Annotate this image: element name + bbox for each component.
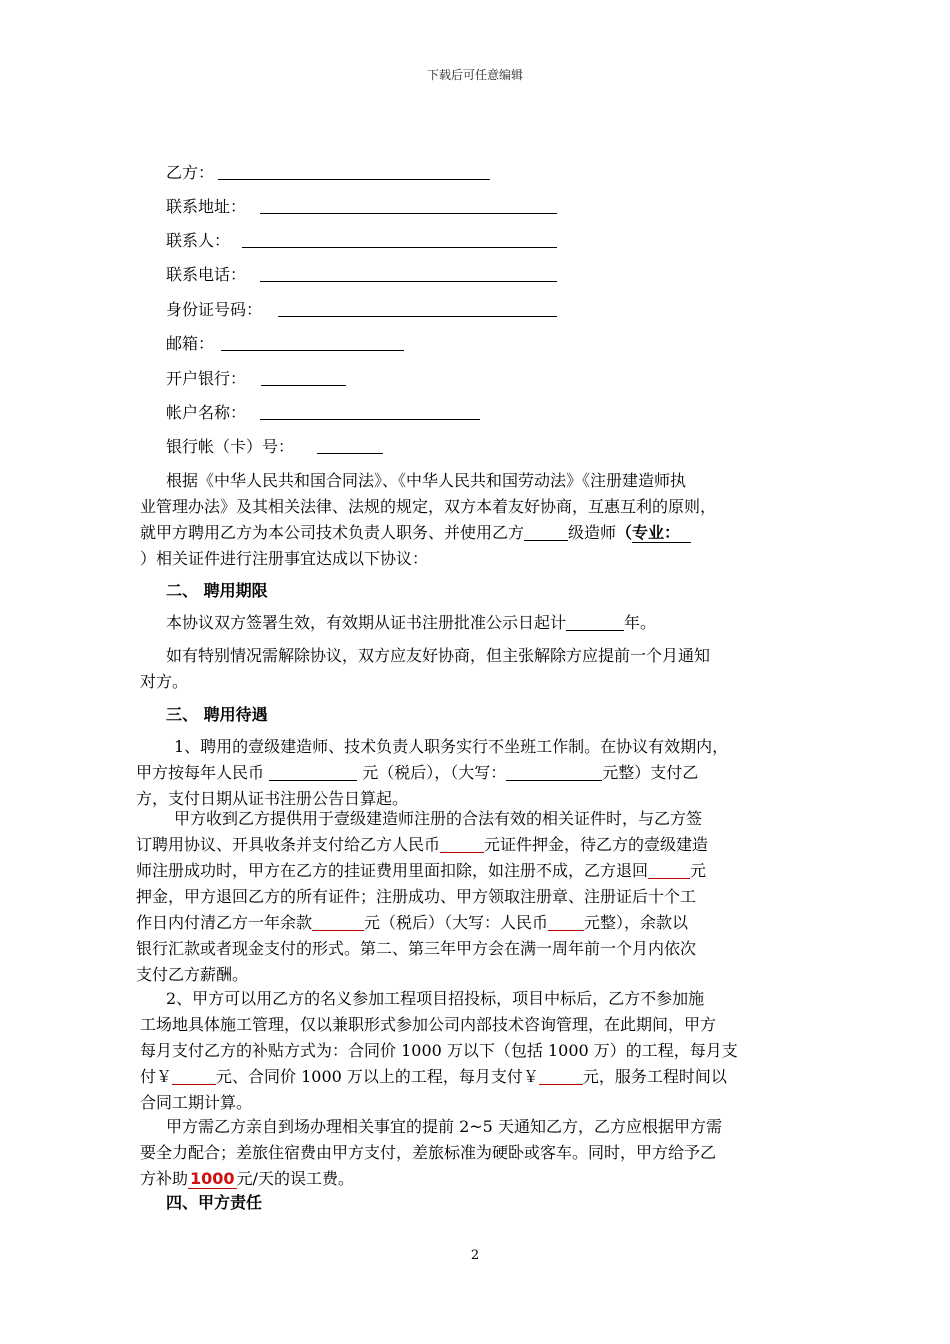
comp-line: 甲方按每年人民币 元（税后），（大写： 元整）支付乙: [136, 763, 699, 782]
blank-years[interactable]: [566, 614, 624, 631]
comp-line: 银行汇款或者现金支付的形式。第二、第三年甲方会在满一周年前一个月内依次: [136, 939, 697, 958]
blank-refund[interactable]: [648, 862, 690, 879]
field-label-contact: 联系人：: [166, 231, 231, 250]
blank-deposit[interactable]: [440, 836, 484, 853]
term-line: 本协议双方签署生效，有效期从证书注册批准公示日起计 年。: [166, 613, 657, 632]
field-label-bank: 开户银行：: [166, 369, 247, 388]
field-label-email: 邮箱：: [166, 334, 215, 353]
specialty-label[interactable]: 专业：: [632, 523, 691, 543]
section-heading-term: 二、 聘用期限: [166, 581, 268, 600]
field-label-address: 联系地址：: [166, 197, 247, 216]
field-blank-phone[interactable]: [260, 281, 557, 282]
page-header: 下载后可任意编辑: [426, 68, 523, 82]
blank-level[interactable]: [524, 524, 568, 541]
field-label-party-b: 乙方：: [166, 163, 215, 182]
term-line: 如有特别情况需解除协议，双方应友好协商，但主张解除方应提前一个月通知: [166, 646, 711, 665]
allowance-amount: 1000: [190, 1169, 235, 1188]
blank-balance[interactable]: [312, 914, 364, 931]
field-label-account-number: 银行帐（卡）号：: [166, 437, 295, 456]
field-label-phone: 联系电话：: [166, 265, 247, 284]
comp-line: 甲方收到乙方提供用于壹级建造师注册的合法有效的相关证件时，与乙方签: [174, 809, 703, 828]
field-blank-bank[interactable]: [261, 385, 346, 386]
comp-line: 作日内付清乙方一年余款 元（税后）（大写：人民币 元整），余款以: [136, 913, 689, 932]
comp-line: 1、聘用的壹级建造师、技术负责人职务实行不坐班工作制。在协议有效期内，: [174, 737, 729, 756]
intro-line: 根据《中华人民共和国合同法》、《中华人民共和国劳动法》《注册建造师执: [166, 471, 687, 490]
comp-line: 师注册成功时，甲方在乙方的挂证费用里面扣除，如注册不成，乙方退回 元: [136, 861, 707, 880]
field-label-account-name: 帐户名称：: [166, 403, 247, 422]
field-label-id-number: 身份证号码：: [166, 300, 263, 319]
field-blank-contact[interactable]: [242, 247, 557, 248]
blank-balance-words[interactable]: [548, 914, 584, 931]
intro-line: ）相关证件进行注册事宜达成以下协议：: [140, 549, 429, 568]
field-blank-account-number[interactable]: [317, 453, 383, 454]
blank-monthly-under[interactable]: [172, 1068, 216, 1085]
page-number: 2: [470, 1248, 480, 1263]
section-heading-party-a-duties: 四、甲方责任: [166, 1193, 263, 1212]
field-blank-id-number[interactable]: [278, 316, 557, 317]
comp-line: 甲方需乙方亲自到场办理相关事宜的提前 2~5 天通知乙方，乙方应根据甲方需: [166, 1117, 722, 1136]
comp-line: 合同工期计算。: [140, 1093, 253, 1112]
blank-monthly-over[interactable]: [539, 1068, 583, 1085]
paren-open: （: [616, 523, 633, 542]
comp-line: 2、甲方可以用乙方的名义参加工程项目招投标，项目中标后，乙方不参加施: [166, 989, 705, 1008]
comp-line: 订聘用协议、开具收条并支付给乙方人民币 元证件押金，待乙方的壹级建造: [136, 835, 709, 854]
comp-line: 工场地具体施工管理，仅以兼职形式参加公司内部技术咨询管理，在此期间，甲方: [140, 1015, 717, 1034]
blank-annual-amount-words[interactable]: [506, 764, 602, 781]
intro-line: 业管理办法》及其相关法律、法规的规定，双方本着友好协商，互惠互利的原则，: [140, 497, 717, 516]
intro-text: 级造师: [568, 523, 617, 542]
intro-line: [140, 523, 691, 543]
field-blank-party-b[interactable]: [218, 179, 490, 180]
comp-line: 每月支付乙方的补贴方式为：合同价 1000 万以下（包括 1000 万）的工程，每月支: [140, 1041, 738, 1060]
comp-line: 方，支付日期从证书注册公告日算起。: [136, 789, 409, 808]
comp-line: 付￥ 元、合同价 1000 万以上的工程，每月支付￥ 元，服务工程时间以: [140, 1067, 727, 1086]
field-blank-address[interactable]: [260, 213, 557, 214]
blank-annual-amount[interactable]: [269, 764, 357, 781]
field-blank-account-name[interactable]: [260, 419, 480, 420]
term-line: 对方。: [140, 672, 189, 691]
comp-line: 支付乙方薪酬。: [136, 965, 249, 984]
comp-line: 押金，甲方退回乙方的所有证件；注册成功、甲方领取注册章、注册证后十个工: [136, 887, 697, 906]
intro-text: 就甲方聘用乙方为本公司技术负责人职务、并使用乙方: [140, 523, 525, 542]
comp-line: 方补助 1000 元/天的误工费。: [140, 1169, 354, 1188]
comp-line: 要全力配合；差旅住宿费由甲方支付，差旅标准为硬卧或客车。同时，甲方给予乙: [140, 1143, 717, 1162]
field-blank-email[interactable]: [221, 350, 404, 351]
section-heading-compensation: 三、 聘用待遇: [166, 705, 268, 724]
